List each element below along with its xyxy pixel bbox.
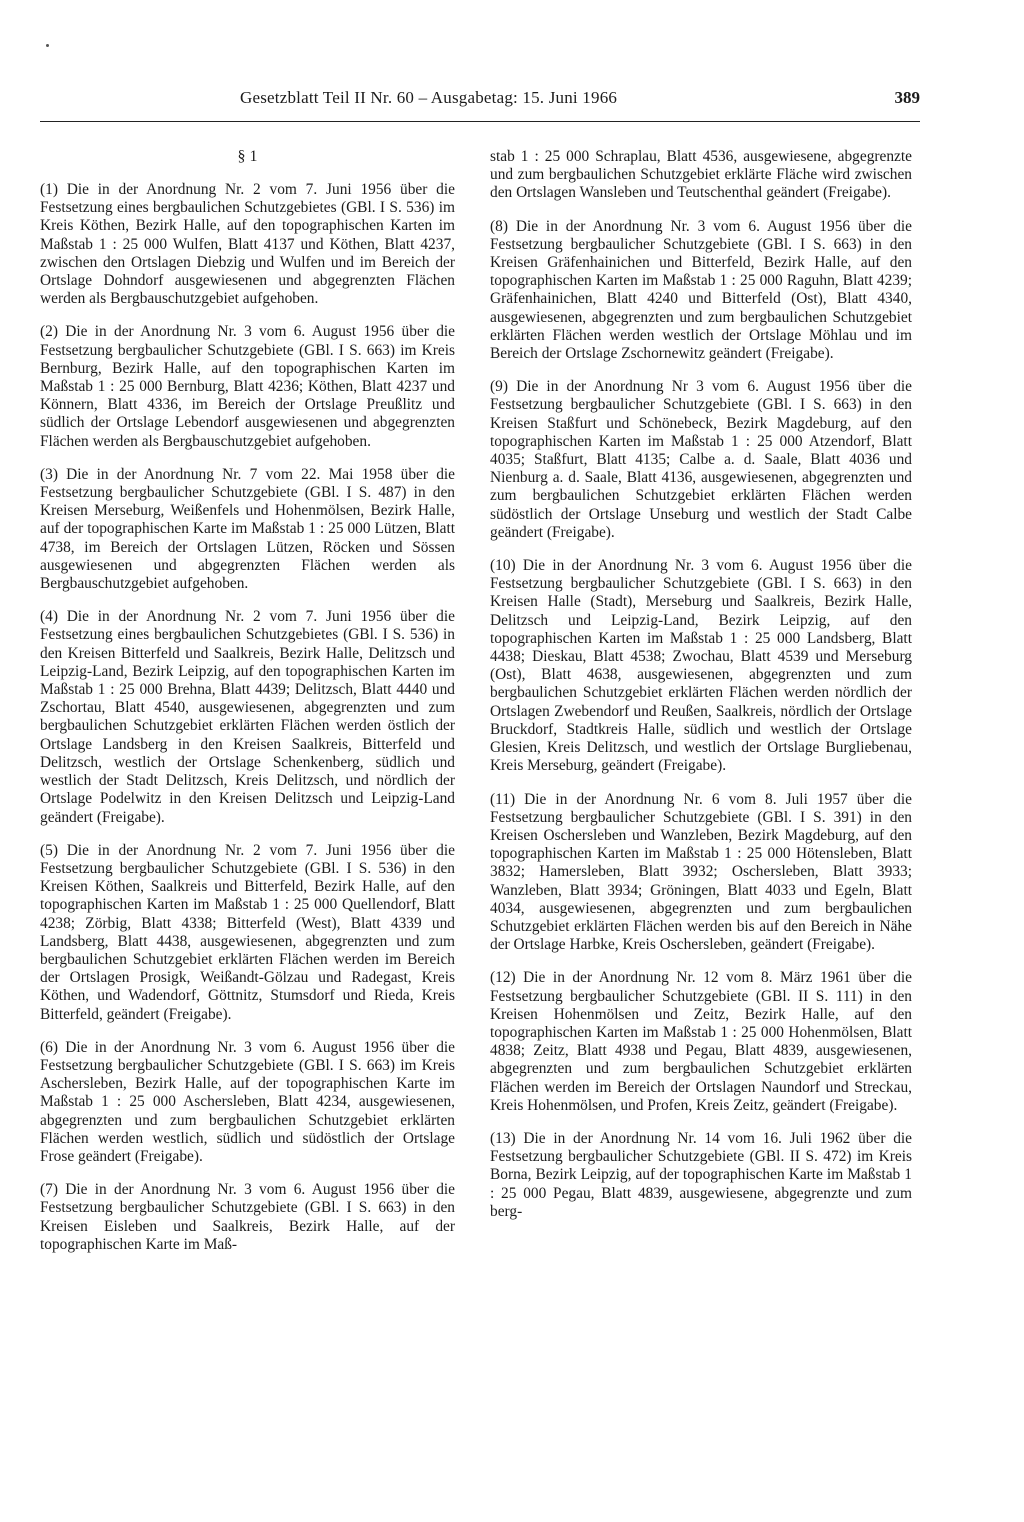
header-rule: [40, 121, 920, 122]
paragraph-7-continued: stab 1 : 25 000 Schraplau, Blatt 4536, ausgewiesene, abgegrenzte und zum bergbaulichen Schutzgebiet erklärte Fläche wird zwischen den Ortslagen Wansleben und Teutschenthal geändert (Freigabe).: [490, 148, 912, 202]
right-column: [490, 148, 912, 1236]
paragraph-9: (9) Die in der Anordnung Nr 3 vom 6. August 1956 über die Festsetzung bergbaulicher Schutzgebiete (GBl. I S. 663) in den Kreisen Staßfurt und Schönebeck, Bezirk Magdeburg, auf den topographischen Karten im Maßstab 1 : 25 000 Atzendorf, Blatt 4035; Staßfurt, Blatt 4135; Calbe a. d. Saale, Blatt 4036 und Nienburg a. d. Saale, Blatt 4136, ausgewiesenen, abgegrenzten und zum bergbaulichen Schutzgebiet erklärten Flächen werden südöstlich der Ortslage Unseburg und westlich der Stadt Calbe geändert (Freigabe).: [490, 378, 912, 541]
paragraph-2: (2) Die in der Anordnung Nr. 3 vom 6. August 1956 über die Festsetzung bergbaulicher Schutzgebiete (GBl. I S. 663) im Kreis Bernburg, Bezirk Halle, auf den topographischen Karten im Maßstab 1 : 25 000 Bernburg, Blatt 4236; Köthen, Blatt 4237 und Könnern, Blatt 4336, im Bereich der Ortslage Preußlitz und südlich der Ortslage Lebendorf ausgewiesenen und abgegrenzten Flächen werden als Bergbauschutzgebiet aufgehoben.: [40, 323, 455, 450]
paragraph-10: (10) Die in der Anordnung Nr. 3 vom 6. August 1956 über die Festsetzung bergbaulicher Schutzgebiete (GBl. I S. 663) in den Kreisen Halle (Stadt), Merseburg und Saalkreis, Bezirk Halle, Delitzsch und Leipzig-Land, Bezirk Leipzig, auf den topographischen Karten im Maßstab 1 : 25 000 Landsberg, Blatt 4438; Dieskau, Blatt 4538; Zwochau, Blatt 4539 und Merseburg (Ost), Blatt 4638, ausgewiesenen, abgegrenzten und zum bergbaulichen Schutzgebiet erklärten Flächen werden nördlich der Ortslagen Zwebendorf und Reußen, Saalkreis, nördlich der Ortslage Bruckdorf, Stadtkreis Halle, südlich und westlich der Ortslage Glesien, Kreis Delitzsch, und westlich der Ortslage Burgliebenau, Kreis Merseburg, geändert (Freigabe).: [490, 557, 912, 775]
paragraph-12: (12) Die in der Anordnung Nr. 12 vom 8. März 1961 über die Festsetzung bergbaulicher Schutzgebiete (GBl. II S. 111) in den Kreisen Hohenmölsen und Zeitz, Bezirk Halle, auf den topographischen Karten im Maßstab 1 : 25 000 Hohenmölsen, Blatt 4838; Zeitz, Blatt 4938 und Pegau, Blatt 4839, ausgewiesenen, abgegrenzten und zum bergbaulichen Schutzgebiet erklärten Flächen werden im Bereich der Ortslagen Naundorf und Streckau, Kreis Hohenmölsen, und Profen, Kreis Zeitz, geändert (Freigabe).: [490, 969, 912, 1114]
section-heading: § 1: [237, 148, 258, 165]
paragraph-3: (3) Die in der Anordnung Nr. 7 vom 22. Mai 1958 über die Festsetzung bergbaulicher Schutzgebiete (GBl. I S. 487) in den Kreisen Merseburg, Weißenfels und Hohenmölsen, Bezirk Halle, auf der topographischen Karte im Maßstab 1 : 25 000 Lützen, Blatt 4738, im Bereich der Ortslagen Lützen, Röcken und Sössen ausgewiesenen und abgegrenzten Flächen werden als Bergbauschutzgebiet aufgehoben.: [40, 465, 455, 593]
paragraph-11: (11) Die in der Anordnung Nr. 6 vom 8. Juli 1957 über die Festsetzung bergbaulicher Schutzgebiete (GBl. I S. 391) in den Kreisen Oschersleben und Wanzleben, Bezirk Magdeburg, auf den topographischen Karten im Maßstab 1 : 25 000 Hötensleben, Blatt 3832; Hamersleben, Blatt 3932; Oschersleben, Blatt 3933; Wanzleben, Blatt 3934; Gröningen, Blatt 4033 und Egeln, Blatt 4034, ausgewiesenen, abgegrenzten und zum bergbaulichen Schutzgebiet erklärten Flächen werden bis auf den Bereich in Nähe der Ortslage Harbke, Kreis Oschersleben, geändert (Freigabe).: [490, 790, 912, 954]
paragraph-6: (6) Die in der Anordnung Nr. 3 vom 6. August 1956 über die Festsetzung bergbaulicher Schutzgebiete (GBl. I S. 663) im Kreis Aschersleben, Bezirk Halle, auf der topographischen Karte im Maßstab 1 : 25 000 Aschersleben, Blatt 4234, ausgewiesenen, abgegrenzten und zum bergbaulichen Schutzgebiet erklärten Flächen werden westlich, südlich und südöstlich der Ortslage Frose geändert (Freigabe).: [40, 1038, 455, 1165]
paragraph-4: (4) Die in der Anordnung Nr. 2 vom 7. Juni 1956 über die Festsetzung eines bergbaulichen Schutzgebietes (GBl. I S. 536) in den Kreisen Bitterfeld und Saalkreis, Bezirk Halle, Delitzsch und Leipzig-Land, Bezirk Leipzig, auf den topographischen Karten im Maßstab 1 : 25 000 Brehna, Blatt 4439; Delitzsch, Blatt 4440 und Zschortau, Blatt 4540, ausgewiesenen, abgegrenzten und zum bergbaulichen Schutzgebiet erklärten Flächen werden östlich der Ortslage Landsberg in den Kreisen Saalkreis, Bitterfeld und Delitzsch, westlich der Ortslage Schenkenberg, südlich und westlich der Stadt Delitzsch, Kreis Delitzsch, und nördlich der Ortslage Podelwitz in den Kreisen Delitzsch und Leipzig-Land geändert (Freigabe).: [40, 608, 455, 826]
left-column: [40, 148, 455, 1269]
print-speck: [46, 44, 49, 47]
paragraph-7: (7) Die in der Anordnung Nr. 3 vom 6. August 1956 über die Festsetzung bergbaulicher Schutzgebiete (GBl. I S. 663) in den Kreisen Eisleben und Saalkreis, Bezirk Halle, auf der topographischen Karte im Maß-: [40, 1181, 455, 1253]
paragraph-8: (8) Die in der Anordnung Nr. 3 vom 6. August 1956 über die Festsetzung bergbaulicher Schutzgebiete (GBl. I S. 663) in den Kreisen Gräfenhainichen und Bitterfeld, Bezirk Halle, auf den topographischen Karten im Maßstab 1 : 25 000 Raguhn, Blatt 4239; Gräfenhainichen, Blatt 4240 und Bitterfeld (Ost), Blatt 4340, ausgewiesenen, abgegrenzten und zum bergbaulichen Schutzgebiet erklärten Flächen werden westlich der Ortslage Möhlau und im Bereich der Ortslage Zschornewitz geändert (Freigabe).: [490, 217, 912, 363]
running-header: [40, 88, 920, 116]
paragraph-5: (5) Die in der Anordnung Nr. 2 vom 7. Juni 1956 über die Festsetzung bergbaulicher Schutzgebiete (GBl. I S. 536) in den Kreisen Köthen, Saalkreis und Bitterfeld, Bezirk Halle, auf den topographischen Karten im Maßstab 1 : 25 000 Quellendorf, Blatt 4238; Zörbig, Blatt 4338; Bitterfeld (West), Blatt 4339 und Landsberg, Blatt 4438, ausgewiesenen, abgegrenzten und zum bergbaulichen Schutzgebiet erklärten Flächen werden im Bereich der Ortslagen Prosigk, Weißandt-Gölzau und Radegast, Kreis Köthen, und Wadendorf, Göttnitz, Stumsdorf und Rieda, Kreis Bitterfeld, geändert (Freigabe).: [40, 841, 455, 1023]
paragraph-1: (1) Die in der Anordnung Nr. 2 vom 7. Juni 1956 über die Festsetzung eines bergbaulichen Schutzgebietes (GBl. I S. 536) im Kreis Köthen, Bezirk Halle, auf den topographischen Karten im Maßstab 1 : 25 000 Wulfen, Blatt 4137 und Köthen, Blatt 4237, zwischen den Ortslagen Diebzig und Wulfen und im Bereich der Ortslage Dohndorf ausgewiesenen und abgegrenzten Flächen werden als Bergbauschutzgebiet aufgehoben.: [40, 181, 455, 308]
paragraph-13: (13) Die in der Anordnung Nr. 14 vom 16. Juli 1962 über die Festsetzung bergbaulicher Schutzgebiete (GBl. II S. 472) im Kreis Borna, Bezirk Leipzig, auf der topographischen Karte im Maßstab 1 : 25 000 Pegau, Blatt 4839, ausgewiesene, abgegrenzte und zum berg-: [490, 1129, 912, 1220]
page-number: 389: [894, 88, 920, 107]
header-title: Gesetzblatt Teil II Nr. 60 – Ausgabetag: 15. Juni 1966: [240, 88, 618, 107]
